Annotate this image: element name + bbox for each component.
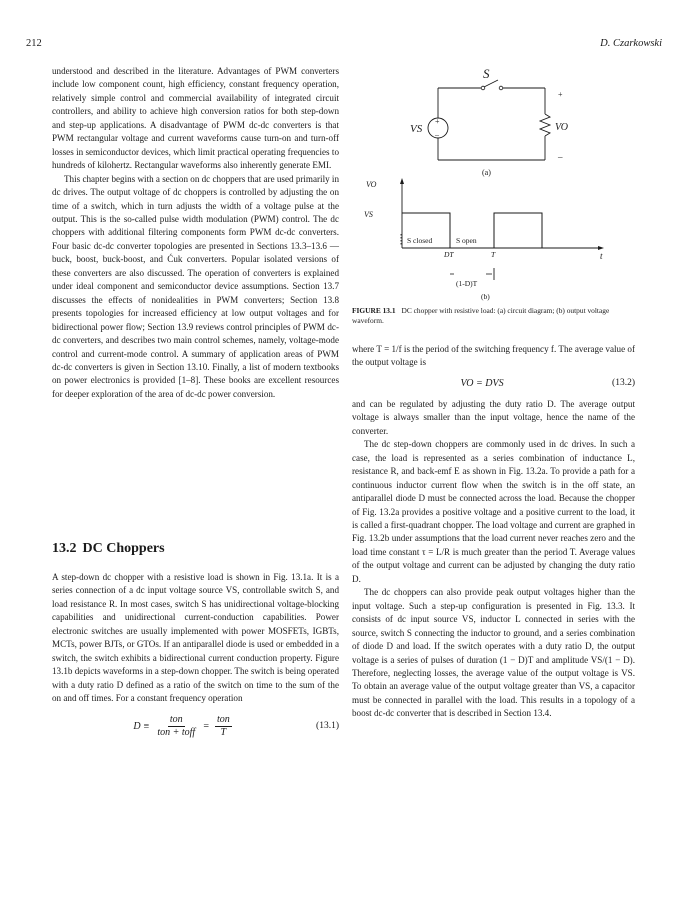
fraction-2 (215, 714, 232, 739)
section-number: 13.2 (52, 541, 77, 556)
source-label: VS (410, 123, 423, 135)
body-paragraph: understood and described in the literature. Advantages of PWM converters include low component count, high efficiency, constant frequency operation, relatively simple control and commercial availability of integrated circuit controllers, and ability to achieve high conversion ratios for both step-down and step-up applications. A disadvantage of PWM dc-dc converters is that PWM rectangular voltage and current waveforms cause turn-on and turn-off losses in semiconductor devices, which limit practical operating frequencies to hundreds of kilohertz. Rectangular waveforms also inherently generate EMI. (52, 66, 339, 171)
caption-text: DC chopper with resistive load: (a) circuit diagram; (b) output voltage waveform. (352, 306, 610, 325)
vo-axis-arrow (400, 178, 404, 184)
vs-level-label: VS (364, 210, 373, 219)
switch-blade (484, 80, 498, 87)
s-closed-label: S closed (407, 236, 433, 245)
section-title: DC Choppers (82, 541, 165, 556)
load-resistor (540, 114, 550, 136)
section-heading (52, 541, 171, 557)
output-plus-label: + (558, 90, 563, 99)
equation-number: (13.1) (316, 720, 339, 731)
figure-13-1 (352, 60, 635, 305)
equation-body: VO = DVS (460, 378, 504, 390)
page-number: 212 (26, 38, 42, 49)
equation-13-1 (52, 710, 339, 744)
period-label: T (491, 250, 496, 259)
right-column (352, 343, 635, 721)
source-minus-label: – (435, 130, 439, 139)
output-label: VO (555, 122, 569, 133)
equation-13-2 (352, 374, 635, 394)
fraction-numerator: ton (169, 714, 183, 726)
fraction-1 (155, 714, 197, 739)
caption-label: FIGURE 13.1 (352, 306, 396, 315)
body-paragraph: and can be regulated by adjusting the duty ratio D. The average output voltage is always smaller than the input voltage, hence the name of the converter. (352, 398, 635, 436)
running-head: D. Czarkowski (600, 38, 662, 49)
fraction-denominator: T (220, 727, 227, 739)
one-minus-dt-label: (1-D)T (456, 279, 478, 288)
source-plus-label: + (435, 117, 440, 126)
output-minus-label: – (558, 152, 563, 162)
dt-label: DT (444, 250, 454, 259)
time-axis-arrow (598, 246, 604, 250)
body-paragraph: The dc step-down choppers are commonly used in dc drives. In such a case, the load is represented as a series combination of inductance L, resistance R, and back-emf E as shown in Fig. 13.2a. To provide a path for a continuous inductor current flow when the switch is in the off state, an antiparallel diode D must be connected across the load. Because the chopper of Fig. 13.2a provides a positive voltage and a positive current to the load, it is called a first-quadrant chopper. The load voltage and current are graphed in Fig. 13.2b under assumptions that the load current never reaches zero and the load time constant τ = L/R is much greater than the period T. Average values of the output voltage and current can be adjusted by changing the duty ratio D. (352, 439, 635, 584)
body-paragraph: The dc choppers can also provide peak output voltages higher than the input voltage. Such a step-up configuration is presented in Fig. 13.3. It consists of dc input source VS, inductor L connected in series with the source, switch S connecting the inductor to ground, and a series combination of diode D and load. If the switch operates with a duty ratio D, the output voltage is a series of pulses of duration (1 − D)T and amplitude VS/(1 − D). Therefore, neglecting losses, the average value of the output voltage is VS. To obtain an average value of the output voltage greater than VS, a capacitor must be connected in parallel with the load. This results in a topology of a boost dc-dc converter that is described in Section 13.4. (352, 587, 635, 719)
equation-number: (13.2) (612, 378, 635, 389)
vo-axis-label: VO (366, 180, 377, 189)
s-open-label: S open (456, 236, 477, 245)
section-paragraph: A step-down dc chopper with a resistive load is shown in Fig. 13.1a. It is a series connection of a dc input voltage source VS, controllable switch S, and load resistance R. In most cases, switch S has unidirectional voltage-blocking capabilities and unidirectional current-conduction capabilities. Power electronic switches are usually implemented with power MOSFETs, IGBTs, MCTs, power BJTs, or GTOs. If an antiparallel diode is used or embedded in a switch, the switch exhibits a bidirectional current conduction property. Figure 13.1b depicts waveforms in a step-down chopper. The switch is being operated with a duty ratio D defined as a ratio of the switch on time to the sum of the on and off times. For a constant frequency operation (52, 572, 339, 704)
switch-label: S (483, 66, 490, 81)
intro-paragraph: where T = 1/f is the period of the switching frequency f. The average value of the output voltage is (352, 344, 635, 368)
switch-contact (499, 86, 503, 90)
fraction-denominator: ton + toff (157, 727, 196, 739)
part-b-label: (b) (481, 292, 490, 301)
part-a-label: (a) (482, 168, 491, 177)
fraction-numerator: ton (216, 714, 230, 726)
eq-lhs: D ≡ (133, 720, 150, 732)
body-paragraph: This chapter begins with a section on dc choppers that are used primarily in dc drives. The output voltage of dc choppers is controlled by adjusting the on time of a switch, which in turn adjusts the width of a voltage pulse at the output. This is the so-called pulse width modulation (PWM) control. The dc choppers with additional filtering components form PWM dc-dc converters. Four basic dc-dc converter topologies are presented in Sections 13.3–13.6 — buck, boost, buck-boost, and Ćuk converters. Popular isolated versions of these converters are also discussed. The operation of converters is explained under ideal component and semiconductor device assumptions. Section 13.7 discusses the effects of nonidealities in PWM converters; Section 13.8 presents topologies for increased efficiency at low output voltages and for bidirectional power flow; Section 13.9 reviews control principles of PWM dc-dc converters, and describes two main control schemes, namely, voltage-mode control and current-mode control. A summary of application areas of PWM dc-dc converters is given in Section 13.10. Finally, a list of modern textbooks on power electronics is provided [1–8]. These books are excellent resources for deeper exploration of the area of dc-dc power conversion. (52, 173, 340, 399)
section-column (52, 571, 339, 744)
time-axis-label: t (600, 251, 603, 261)
eq-equals: = (202, 720, 210, 732)
figure-caption (352, 306, 635, 326)
left-column (52, 65, 339, 401)
equation-body (52, 714, 316, 739)
